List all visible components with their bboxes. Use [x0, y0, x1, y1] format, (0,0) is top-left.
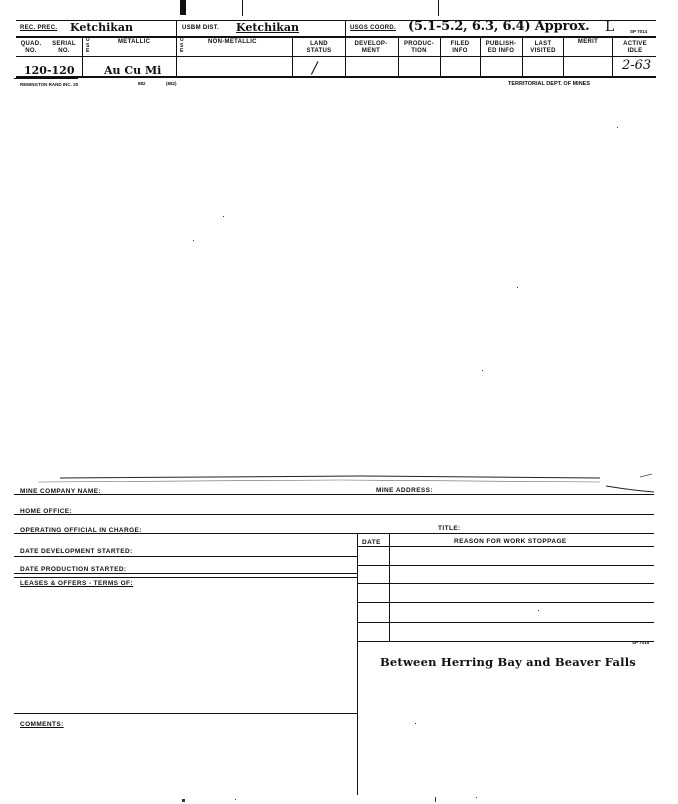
comments-label: COMMENTS:	[20, 721, 64, 728]
rec-prec-label: REC. PREC.	[20, 25, 58, 31]
printer-code: 882	[138, 81, 146, 86]
col-metallic: METALLIC	[118, 39, 151, 45]
table-row-rule	[357, 583, 654, 584]
date-column-divider	[389, 533, 390, 641]
scan-speck	[223, 216, 224, 217]
tab-divider	[242, 0, 243, 16]
form-number-bottom: SP 7015	[632, 640, 650, 645]
col-quad-no: QUAD. NO.	[20, 41, 42, 54]
scan-speck	[482, 370, 483, 371]
col-use-2: U S E	[180, 37, 184, 54]
usgs-coord-mark: L	[605, 19, 615, 35]
land-status-mark: /	[312, 58, 318, 77]
date-development-label: DATE DEVELOPMENT STARTED:	[20, 548, 133, 555]
rec-prec-value: Ketchikan	[70, 21, 134, 34]
scan-speck	[435, 797, 436, 802]
rule-comments	[14, 713, 358, 714]
col-last-visited: LAST VISITED	[530, 41, 556, 54]
usbm-dist-value: Ketchikan	[236, 21, 300, 34]
department-name: TERRITORIAL DEPT. OF MINES	[508, 81, 590, 87]
date-production-label: DATE PRODUCTION STARTED:	[20, 566, 127, 573]
header-divider	[176, 20, 177, 76]
col-merit: MERIT	[577, 39, 599, 45]
col-production: PRODUC- TION	[403, 41, 435, 54]
quad-serial-value: 120-120	[24, 64, 75, 77]
column-divider	[292, 36, 293, 76]
title-label: TITLE:	[438, 525, 461, 532]
rule-leases	[14, 577, 358, 578]
table-row-rule	[357, 622, 654, 623]
leases-label: LEASES & OFFERS - TERMS OF:	[20, 580, 133, 587]
scan-speck	[235, 799, 236, 800]
operating-official-label: OPERATING OFFICIAL IN CHARGE:	[20, 527, 142, 534]
mine-company-label: MINE COMPANY NAME:	[20, 488, 101, 495]
rule-date-dev	[14, 556, 358, 557]
rule-date-prod	[14, 573, 358, 574]
usgs-coord-label: USGS COORD.	[350, 25, 396, 31]
col-land-status: LAND STATUS	[306, 41, 332, 54]
reason-column-label: REASON FOR WORK STOPPAGE	[454, 538, 567, 545]
location-note: Between Herring Bay and Beaver Falls	[380, 655, 636, 669]
tab-divider	[438, 0, 439, 16]
scan-speck	[617, 127, 618, 128]
rule-mine-company	[14, 494, 654, 495]
col-serial-no: SERIAL NO.	[52, 41, 76, 54]
table-left-border	[357, 533, 358, 795]
scan-speck	[517, 287, 518, 288]
header-rule	[16, 36, 656, 38]
usbm-dist-label: USBM DIST.	[182, 25, 220, 31]
column-divider	[82, 36, 83, 76]
table-bottom-rule	[357, 641, 654, 642]
scan-speck	[182, 799, 185, 802]
metallic-value: Au Cu Mi	[104, 64, 162, 77]
home-office-label: HOME OFFICE:	[20, 508, 73, 515]
quad-serial-underline	[14, 78, 78, 79]
col-published-info: PUBLISH- ED INFO	[485, 41, 517, 54]
rule-home-office	[14, 514, 654, 515]
col-development: DEVELOP- MENT	[354, 41, 388, 54]
scan-speck	[476, 797, 477, 798]
scan-speck	[415, 723, 416, 724]
col-non-metallic: NON-METALLIC	[208, 39, 257, 45]
mine-address-label: MINE ADDRESS:	[376, 487, 433, 494]
form-number-top: SP 7014	[630, 29, 648, 34]
printer-mark: REMINGTON RAND INC. 20	[20, 82, 79, 87]
col-use-1: U S E	[86, 37, 90, 54]
index-tab	[180, 0, 186, 15]
active-idle-value: 2-63	[622, 58, 652, 73]
table-header-rule	[357, 546, 654, 547]
column-header-rule	[16, 56, 656, 57]
date-column-label: DATE	[362, 539, 381, 546]
printer-code-alt: (882)	[166, 81, 177, 86]
scan-speck	[538, 610, 539, 611]
col-active-idle: ACTIVE IDLE	[623, 41, 647, 54]
table-row-rule	[357, 602, 654, 603]
column-divider	[612, 36, 613, 76]
col-filed-info: FILED INFO	[450, 41, 470, 54]
usgs-coord-value: (5.1-5.2, 6.3, 6.4) Approx.	[408, 19, 590, 34]
table-row-rule	[357, 565, 654, 566]
scan-speck	[193, 240, 194, 241]
